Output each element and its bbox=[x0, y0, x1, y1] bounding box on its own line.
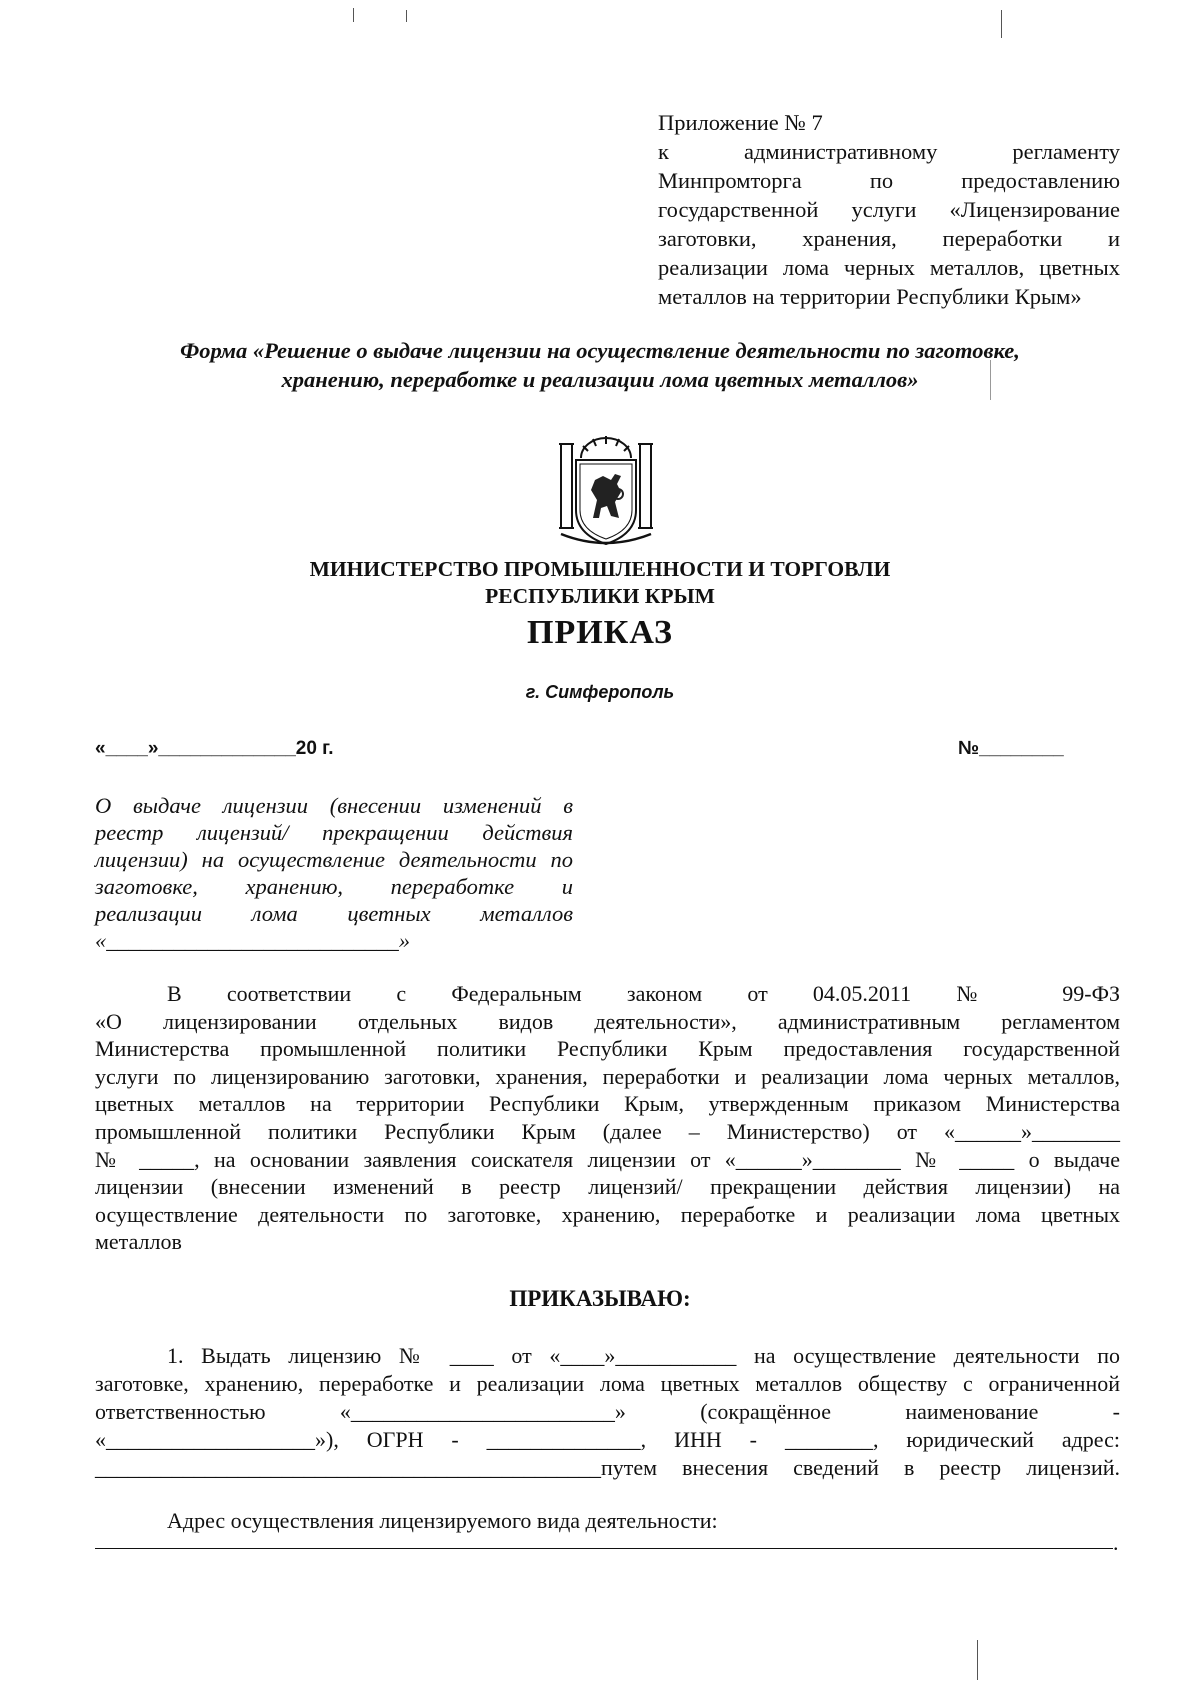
scan-mark bbox=[406, 10, 407, 22]
scan-mark bbox=[977, 1640, 978, 1680]
form-title-line: хранению, переработке и реализации лома цветных металлов» bbox=[281, 367, 919, 392]
item-line: «___________________»), ОГРН - ______________, ИНН - ________, юридический адрес: bbox=[95, 1427, 1120, 1452]
annex-line: металлов на территории Республики Крым» bbox=[658, 284, 1082, 309]
subject-line: О выдаче лицензии (внесении изменений в bbox=[95, 793, 573, 818]
subject-line: «__________________________» bbox=[95, 928, 410, 953]
document-type: ПРИКАЗ bbox=[527, 614, 673, 651]
scan-mark bbox=[353, 8, 354, 22]
address-end: . bbox=[1113, 1530, 1119, 1555]
city: г. Симферополь bbox=[525, 682, 675, 702]
annex-block bbox=[658, 108, 1120, 311]
address-label: Адрес осуществления лицензируемого вида деятельности: bbox=[167, 1508, 718, 1533]
annex-line: Минпромторга по предоставлению bbox=[658, 168, 1120, 193]
form-title-line: Форма «Решение о выдаче лицензии на осуществление деятельности по заготовке, bbox=[180, 338, 1020, 363]
annex-line: государственной услуги «Лицензирование bbox=[658, 197, 1120, 222]
preamble-line: цветных металлов на территории Республики Крым, утвержденным приказом Министерства bbox=[95, 1091, 1120, 1117]
annex-line: к административному регламенту bbox=[658, 139, 1120, 164]
subject-line: реализации лома цветных металлов bbox=[95, 901, 573, 926]
annex-title: Приложение № 7 bbox=[658, 110, 823, 135]
preamble-line: В соответствии с Федеральным законом от 04.05.2011 № 99-ФЗ bbox=[167, 981, 1120, 1006]
order-subject bbox=[95, 792, 573, 954]
scan-mark bbox=[1001, 10, 1002, 38]
preamble-line: лицензии (внесении изменений в реестр лицензий/ прекращении действия лицензии) на bbox=[95, 1174, 1120, 1200]
ministry-line: РЕСПУБЛИКИ КРЫМ bbox=[485, 584, 715, 608]
item-line: заготовке, хранению, переработке и реализации лома цветных металлов обществу с ограниченной bbox=[95, 1371, 1120, 1396]
preamble-line: осуществление деятельности по заготовке, хранению, переработке и реализации лома цветных bbox=[95, 1201, 1120, 1227]
annex-line: заготовки, хранения, переработки и bbox=[658, 226, 1120, 251]
annex-line: реализации лома черных металлов, цветных bbox=[658, 255, 1120, 280]
subject-line: заготовке, хранению, переработке и bbox=[95, 874, 573, 899]
form-title bbox=[100, 336, 1100, 394]
preamble-line: металлов bbox=[95, 1229, 182, 1255]
ministry-name bbox=[200, 556, 1000, 610]
crimea-emblem bbox=[555, 430, 657, 552]
subject-line: лицензии) на осуществление деятельности по bbox=[95, 847, 573, 872]
order-item-1 bbox=[95, 1342, 1120, 1482]
preamble-line: № _____, на основании заявления соискателя лицензии от «______»________ № _____ о выдаче bbox=[95, 1146, 1120, 1172]
ministry-line: МИНИСТЕРСТВО ПРОМЫШЛЕННОСТИ И ТОРГОВЛИ bbox=[309, 557, 891, 581]
item-line: 1. Выдать лицензию № ____ от «____»___________ на осуществление деятельности по bbox=[167, 1343, 1120, 1368]
item-line: ответственностью «________________________» (сокращённое наименование - bbox=[95, 1399, 1120, 1424]
preamble-line: услуги по лицензированию заготовки, хранения, переработки и реализации лома черных металлов, bbox=[95, 1063, 1120, 1089]
date-field: «____»_____________20 г. bbox=[95, 738, 334, 759]
preamble-line: Министерства промышленной политики Республики Крым предоставления государственной bbox=[95, 1036, 1120, 1062]
subject-line: реестр лицензий/ прекращении действия bbox=[95, 820, 573, 845]
preamble bbox=[95, 980, 1120, 1256]
preamble-line: промышленной политики Республики Крым (далее – Министерство) от «______»________ bbox=[95, 1118, 1120, 1144]
address-blank-line bbox=[95, 1548, 1113, 1549]
preamble-line: «О лицензировании отдельных видов деятельности», административным регламентом bbox=[95, 1008, 1120, 1034]
number-field: №________ bbox=[958, 738, 1064, 759]
item-line: ______________________________________________путем внесения сведений в реестр лицензий. bbox=[95, 1455, 1120, 1480]
orders-heading: ПРИКАЗЫВАЮ: bbox=[509, 1286, 691, 1311]
